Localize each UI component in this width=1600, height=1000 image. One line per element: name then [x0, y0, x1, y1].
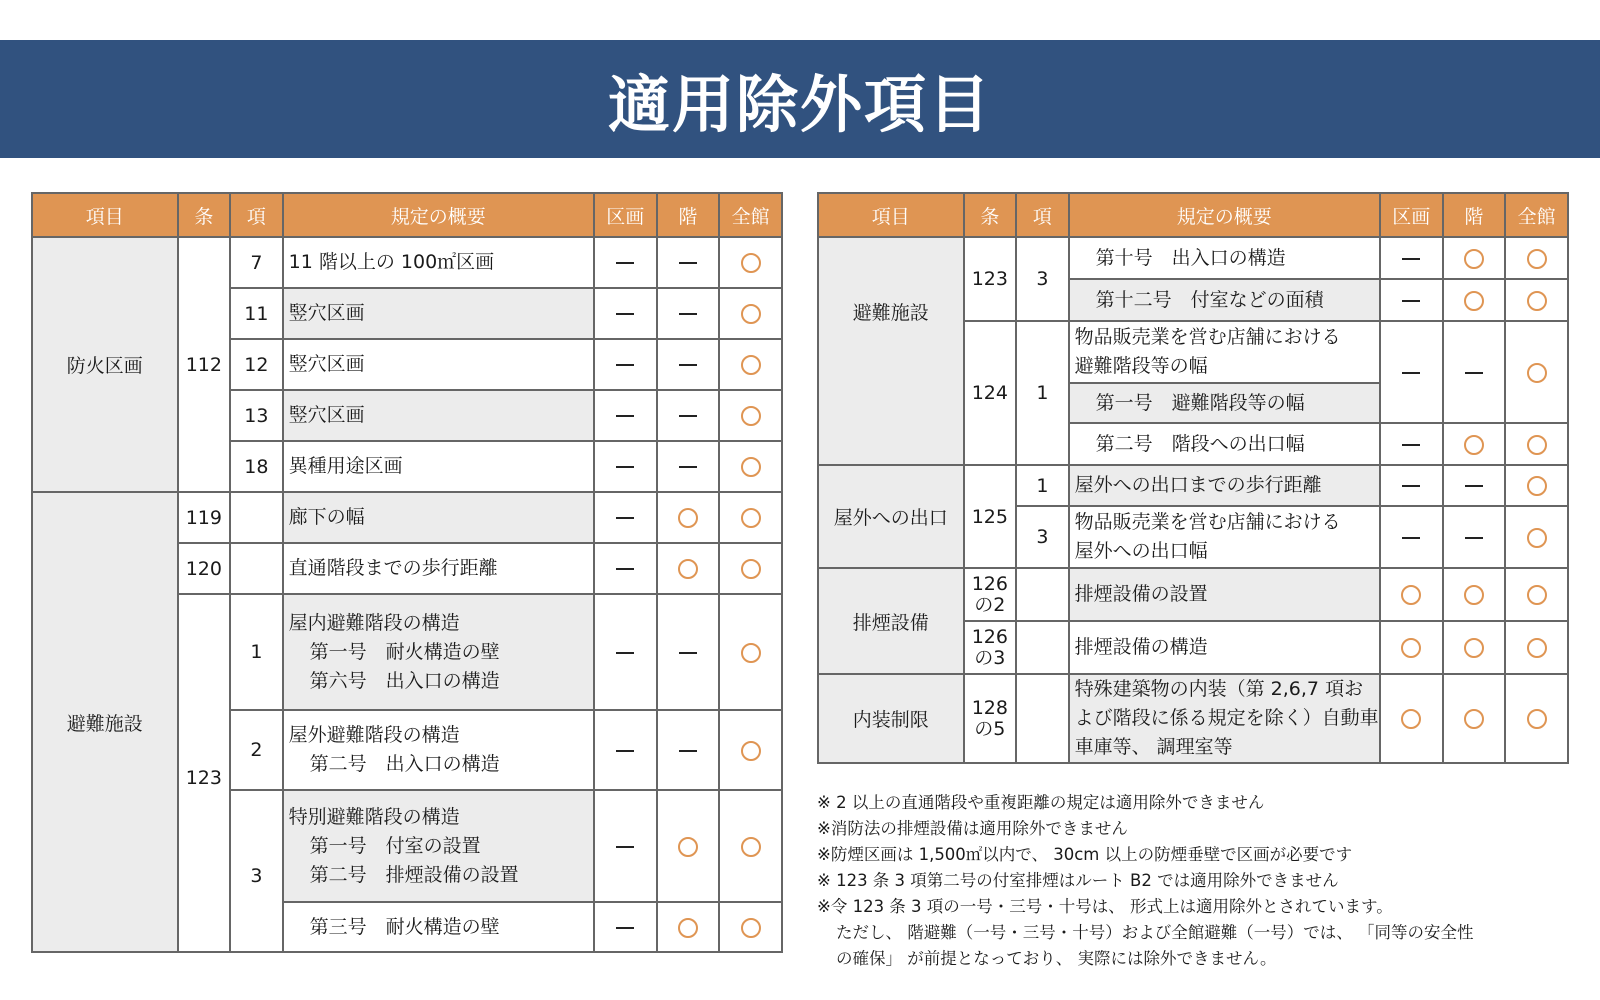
section-mark: [594, 902, 657, 952]
dash-icon: [679, 466, 697, 468]
clause-cell: 1: [1016, 465, 1069, 506]
summary-cell: [1069, 674, 1380, 763]
clause-cell: 7: [230, 237, 283, 288]
section-mark: [1380, 674, 1443, 763]
floor-mark: [657, 790, 720, 902]
dash-icon: [616, 652, 634, 654]
table-row: [818, 237, 1568, 279]
section-mark: [594, 543, 657, 594]
clause-cell: 18: [230, 441, 283, 492]
summary-cell: [1069, 237, 1380, 279]
header-clause: 項: [230, 193, 283, 237]
header-building: 全館: [1505, 193, 1568, 237]
floor-mark: [657, 441, 720, 492]
summary-line: 異種用途区画: [288, 455, 403, 477]
article-cell: 124: [964, 321, 1017, 465]
table-row: [32, 492, 782, 543]
floor-mark: [657, 492, 720, 543]
header-item: 項目: [818, 193, 964, 237]
dash-icon: [1402, 537, 1420, 539]
floor-mark: [657, 594, 720, 710]
article-cell: 123: [964, 237, 1017, 321]
title-banner: [0, 40, 1600, 158]
clause-cell: [230, 543, 283, 594]
article-cell: 120: [178, 543, 231, 594]
section-mark: [1380, 321, 1443, 423]
header-floor: 階: [657, 193, 720, 237]
floor-mark: [657, 288, 720, 339]
header-article: 条: [178, 193, 231, 237]
summary-line: 屋内避難階段の構造: [288, 611, 460, 634]
orange-circle-icon: [741, 304, 761, 324]
building-mark: [719, 902, 782, 952]
building-mark: [1505, 674, 1568, 763]
section-mark: [594, 339, 657, 390]
summary-cell: [283, 710, 594, 790]
summary-line: 排煙設備の構造: [1074, 636, 1208, 658]
clause-cell: 1: [1016, 321, 1069, 465]
summary-line: 竪穴区画: [288, 302, 365, 324]
building-mark: [1505, 506, 1568, 568]
dash-icon: [616, 415, 634, 417]
orange-circle-icon: [1527, 528, 1547, 548]
summary-line: 避難階段等の幅: [1074, 355, 1208, 377]
floor-mark: [1443, 621, 1506, 674]
summary-cell: [1069, 621, 1380, 674]
orange-circle-icon: [741, 508, 761, 528]
clause-cell: [1016, 621, 1069, 674]
clause-cell: 3: [1016, 237, 1069, 321]
dash-icon: [679, 262, 697, 264]
section-mark: [1380, 621, 1443, 674]
dash-icon: [679, 652, 697, 654]
dash-icon: [616, 927, 634, 929]
floor-mark: [1443, 568, 1506, 621]
floor-mark: [1443, 237, 1506, 279]
article-suffix: の3: [974, 646, 1006, 669]
building-mark: [719, 594, 782, 710]
orange-circle-icon: [1527, 435, 1547, 455]
summary-cell: [283, 790, 594, 902]
dash-icon: [679, 415, 697, 417]
orange-circle-icon: [741, 355, 761, 375]
orange-circle-icon: [1464, 291, 1484, 311]
orange-circle-icon: [1401, 585, 1421, 605]
summary-line: 竪穴区画: [288, 353, 365, 375]
orange-circle-icon: [1464, 638, 1484, 658]
clause-cell: 13: [230, 390, 283, 441]
dash-icon: [679, 750, 697, 752]
article-cell: 123: [178, 594, 231, 952]
orange-circle-icon: [1527, 709, 1547, 729]
group-cell: 避難施設: [818, 237, 964, 465]
floor-mark: [1443, 674, 1506, 763]
summary-cell: [1069, 465, 1380, 506]
summary-line: 第二号 排煙設備の設置: [309, 863, 519, 886]
summary-line: 第一号 耐火構造の壁: [309, 640, 500, 663]
dash-icon: [1465, 537, 1483, 539]
summary-cell: [283, 441, 594, 492]
building-mark: [719, 710, 782, 790]
summary-cell: [1069, 383, 1380, 423]
section-mark: [594, 390, 657, 441]
orange-circle-icon: [741, 406, 761, 426]
section-mark: [594, 288, 657, 339]
building-mark: [1505, 568, 1568, 621]
dash-icon: [1402, 372, 1420, 374]
floor-mark: [1443, 279, 1506, 321]
dash-icon: [616, 517, 634, 519]
dash-icon: [1402, 300, 1420, 302]
header-building: 全館: [719, 193, 782, 237]
summary-line: 第一号 避難階段等の幅: [1095, 391, 1305, 414]
building-mark: [719, 543, 782, 594]
floor-mark: [657, 237, 720, 288]
section-mark: [1380, 423, 1443, 465]
section-mark: [1380, 237, 1443, 279]
summary-cell: [1069, 321, 1380, 383]
section-mark: [1380, 568, 1443, 621]
group-cell: 防火区画: [32, 237, 178, 492]
dash-icon: [1402, 485, 1420, 487]
section-mark: [1380, 279, 1443, 321]
summary-cell: [283, 288, 594, 339]
summary-line: 廊下の幅: [288, 506, 365, 528]
summary-cell: [1069, 279, 1380, 321]
building-mark: [1505, 621, 1568, 674]
floor-mark: [1443, 423, 1506, 465]
orange-circle-icon: [1464, 585, 1484, 605]
dash-icon: [679, 313, 697, 315]
summary-cell: [283, 237, 594, 288]
note-line: ※令 123 条 3 項の一号・三号・十号は、 形式上は適用除外とされています。: [817, 897, 1393, 916]
dash-icon: [679, 364, 697, 366]
orange-circle-icon: [678, 559, 698, 579]
dash-icon: [1402, 444, 1420, 446]
summary-line: 屋外への出口までの歩行距離: [1074, 474, 1322, 496]
summary-cell: [283, 492, 594, 543]
orange-circle-icon: [1401, 709, 1421, 729]
building-mark: [1505, 321, 1568, 423]
clause-cell: 1: [230, 594, 283, 710]
article-cell: 125: [964, 465, 1017, 568]
summary-line: 第三号 耐火構造の壁: [309, 915, 500, 938]
section-mark: [594, 594, 657, 710]
building-mark: [1505, 237, 1568, 279]
article-num: 126: [971, 625, 1008, 648]
building-mark: [719, 441, 782, 492]
group-cell: 内装制限: [818, 674, 964, 763]
building-mark: [719, 288, 782, 339]
summary-cell: [1069, 568, 1380, 621]
summary-line: 物品販売業を営む店舗における: [1074, 511, 1341, 533]
summary-line: 第十号 出入口の構造: [1095, 246, 1286, 269]
orange-circle-icon: [1527, 638, 1547, 658]
dash-icon: [616, 568, 634, 570]
header-summary: 規定の概要: [1069, 193, 1380, 237]
note-line: ※消防法の排煙設備は適用除外できません: [817, 819, 1128, 838]
floor-mark: [1443, 506, 1506, 568]
summary-cell: [1069, 423, 1380, 465]
notes: [817, 790, 1597, 972]
section-mark: [1380, 506, 1443, 568]
table-row: [818, 568, 1568, 621]
floor-mark: [657, 339, 720, 390]
dash-icon: [616, 364, 634, 366]
summary-line: よび階段に係る規定を除く）自動車: [1074, 707, 1379, 729]
orange-circle-icon: [1401, 638, 1421, 658]
dash-icon: [1465, 485, 1483, 487]
summary-line: 第一号 付室の設置: [309, 834, 481, 857]
header-article: 条: [964, 193, 1017, 237]
table-row: [818, 674, 1568, 763]
summary-line: 第二号 出入口の構造: [309, 753, 500, 775]
section-mark: [594, 710, 657, 790]
building-mark: [719, 390, 782, 441]
header-summary: 規定の概要: [283, 193, 594, 237]
dash-icon: [616, 262, 634, 264]
floor-mark: [1443, 321, 1506, 423]
orange-circle-icon: [678, 508, 698, 528]
orange-circle-icon: [1527, 476, 1547, 496]
summary-line: 物品販売業を営む店舗における: [1074, 326, 1341, 348]
floor-mark: [657, 543, 720, 594]
orange-circle-icon: [1464, 709, 1484, 729]
section-mark: [594, 441, 657, 492]
left-table: [31, 192, 783, 953]
clause-cell: [1016, 674, 1069, 763]
section-mark: [594, 790, 657, 902]
dash-icon: [616, 750, 634, 752]
dash-icon: [616, 846, 634, 848]
note-line: ※ 123 条 3 項第二号の付室排煙はルート B2 では適用除外できません: [817, 871, 1339, 890]
orange-circle-icon: [741, 918, 761, 938]
summary-line: 第十二号 付室などの面積: [1095, 288, 1324, 311]
clause-cell: [230, 492, 283, 543]
note-line: の確保」 が前提となっており、 実際には除外できません。: [836, 949, 1277, 968]
building-mark: [719, 237, 782, 288]
summary-line: 直通階段までの歩行距離: [288, 557, 498, 579]
article-num: 126: [971, 572, 1008, 595]
page-title: 適用除外項目: [607, 67, 992, 141]
orange-circle-icon: [1527, 291, 1547, 311]
section-mark: [594, 237, 657, 288]
dash-icon: [616, 313, 634, 315]
orange-circle-icon: [1527, 363, 1547, 383]
header-floor: 階: [1443, 193, 1506, 237]
header-row: [818, 193, 1568, 237]
building-mark: [719, 339, 782, 390]
summary-line: 車庫等、 調理室等: [1074, 736, 1233, 758]
summary-cell: [283, 594, 594, 710]
floor-mark: [1443, 465, 1506, 506]
summary-line: 屋外避難階段の構造: [288, 724, 460, 746]
orange-circle-icon: [678, 918, 698, 938]
clause-cell: 11: [230, 288, 283, 339]
clause-cell: 3: [230, 790, 283, 952]
dash-icon: [1465, 372, 1483, 374]
orange-circle-icon: [678, 837, 698, 857]
note-line: ※ 2 以上の直通階段や重複距離の規定は適用除外できません: [817, 793, 1265, 812]
orange-circle-icon: [741, 741, 761, 761]
orange-circle-icon: [741, 253, 761, 273]
table-row: [818, 465, 1568, 506]
orange-circle-icon: [1464, 249, 1484, 269]
dash-icon: [616, 466, 634, 468]
building-mark: [719, 492, 782, 543]
dash-icon: [1402, 258, 1420, 260]
summary-line: 竪穴区画: [288, 404, 365, 426]
article-cell: [964, 568, 1017, 621]
floor-mark: [657, 902, 720, 952]
building-mark: [1505, 279, 1568, 321]
article-num: 128: [971, 696, 1008, 719]
header-section: 区画: [1380, 193, 1443, 237]
section-mark: [594, 492, 657, 543]
note-line: ただし、 階避難（一号・三号・十号）および全館避難（一号）では、 「同等の安全性: [836, 923, 1474, 942]
group-cell: 排煙設備: [818, 568, 964, 674]
building-mark: [1505, 423, 1568, 465]
summary-line: 屋外への出口幅: [1074, 540, 1208, 562]
summary-line: 排煙設備の設置: [1074, 583, 1208, 605]
summary-line: 特別避難階段の構造: [288, 805, 460, 828]
article-suffix: の2: [974, 593, 1006, 616]
header-clause: 項: [1016, 193, 1069, 237]
article-cell: [964, 621, 1017, 674]
orange-circle-icon: [1527, 585, 1547, 605]
summary-cell: [283, 339, 594, 390]
clause-cell: 2: [230, 710, 283, 790]
section-mark: [1380, 465, 1443, 506]
note-line: ※防煙区画は 1,500㎡以内で、 30cm 以上の防煙垂壁で区画が必要です: [817, 845, 1353, 864]
summary-line: 第二号 階段への出口幅: [1095, 432, 1305, 455]
building-mark: [719, 790, 782, 902]
summary-cell: [1069, 506, 1380, 568]
right-table: [817, 192, 1569, 764]
header-row: [32, 193, 782, 237]
header-section: 区画: [594, 193, 657, 237]
floor-mark: [657, 710, 720, 790]
table-row: [32, 237, 782, 288]
orange-circle-icon: [1464, 435, 1484, 455]
summary-line: 11 階以上の 100㎡区画: [288, 251, 495, 273]
summary-cell: [283, 543, 594, 594]
summary-cell: [283, 390, 594, 441]
article-cell: 119: [178, 492, 231, 543]
group-cell: 避難施設: [32, 492, 178, 952]
clause-cell: [1016, 568, 1069, 621]
floor-mark: [657, 390, 720, 441]
article-suffix: の5: [974, 717, 1006, 740]
clause-cell: 12: [230, 339, 283, 390]
article-cell: [964, 674, 1017, 763]
orange-circle-icon: [741, 643, 761, 663]
orange-circle-icon: [741, 457, 761, 477]
orange-circle-icon: [1527, 249, 1547, 269]
summary-line: 第六号 出入口の構造: [309, 669, 500, 692]
orange-circle-icon: [741, 559, 761, 579]
group-cell: 屋外への出口: [818, 465, 964, 568]
orange-circle-icon: [741, 837, 761, 857]
summary-cell: [283, 902, 594, 952]
header-item: 項目: [32, 193, 178, 237]
clause-cell: 3: [1016, 506, 1069, 568]
building-mark: [1505, 465, 1568, 506]
summary-line: 特殊建築物の内装（第 2,6,7 項お: [1074, 678, 1364, 700]
article-cell: 112: [178, 237, 231, 492]
